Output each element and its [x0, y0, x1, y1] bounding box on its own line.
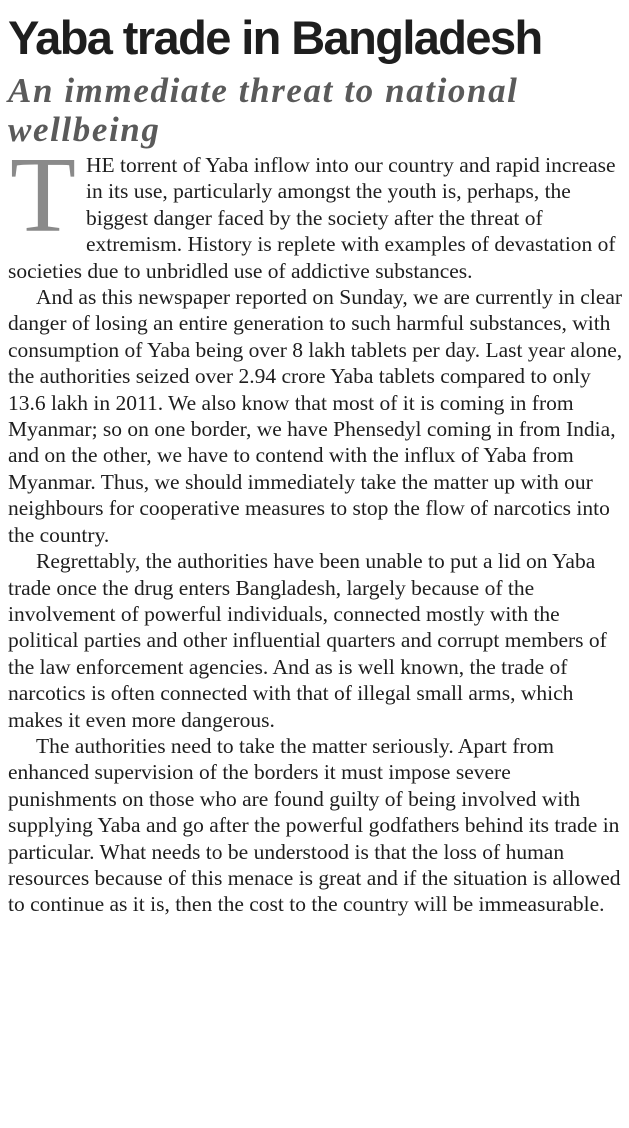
article-body [8, 136, 623, 918]
drop-cap: T [10, 136, 76, 255]
headline: Yaba trade in Bangladesh [8, 11, 542, 64]
paragraph-2: And as this newspaper reported on Sunday, we are currently in clear danger of losing an entire generation to such harmful substances, with consumption of Yaba being over 8 lakh tablets per day. Last year alone, the authorities seized over 2.94 crore Yaba tablets compared to only 13.6 lakh in 2011. We also know that most of it is coming in from Myanmar; so on one border, we have Phensedyl coming in from India, and on the other, we have to contend with the influx of Yaba from Myanmar. Thus, we should immediately take the matter up with our neighbours for cooperative measures to stop the flow of narcotics into the country. [8, 285, 623, 547]
editorial-article [8, 0, 623, 918]
subheadline: An immediate threat to national wellbeing [8, 71, 519, 149]
paragraph-1-text: HE torrent of Yaba inflow into our country and rapid increase in its use, particularly amongst the youth is, perhaps, the biggest danger faced by the society after the threat of extremism. History is replete with examples of devastation of societies due to unbridled use of addictive substances. [8, 153, 616, 283]
paragraph-1 [8, 136, 623, 284]
paragraph-4: The authorities need to take the matter seriously. Apart from enhanced supervision of the borders it must impose severe punishments on those who are found guilty of being involved with supplying Yaba and go after the powerful godfathers behind its trade in particular. What needs to be understood is that the loss of human resources because of this menace is great and if the situation is allowed to continue as it is, then the cost to the country will be immeasurable. [8, 733, 621, 917]
paragraph-3: Regrettably, the authorities have been unable to put a lid on Yaba trade once the drug enters Bangladesh, largely because of the involvement of powerful individuals, connected mostly with the political parties and other influential quarters and corrupt members of the law enforcement agencies. And as is well known, the trade of narcotics is often connected with that of illegal small arms, which makes it even more dangerous. [8, 549, 607, 732]
